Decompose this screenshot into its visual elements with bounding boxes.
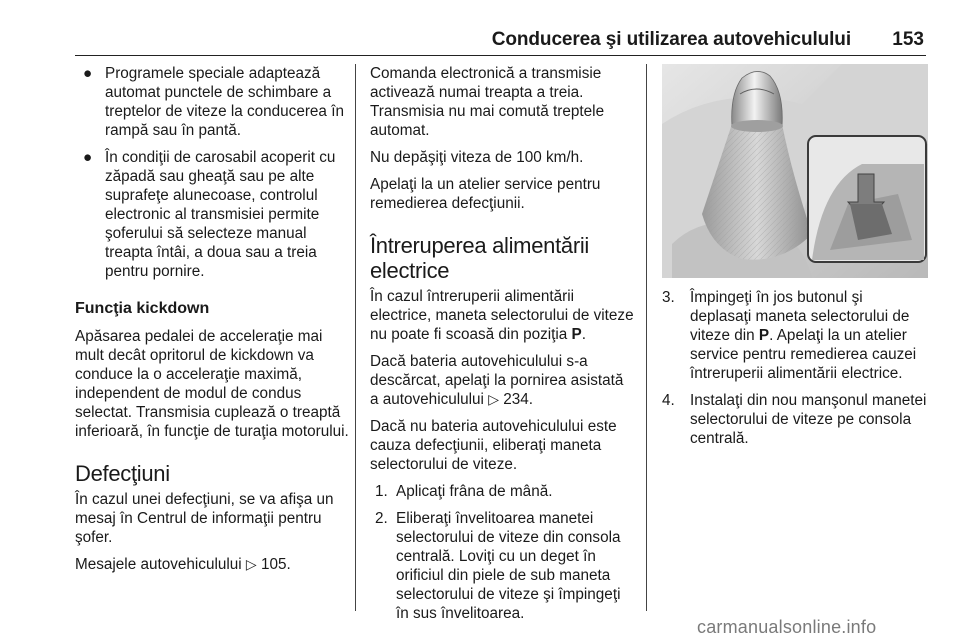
page-number: 153 — [892, 29, 924, 50]
service-paragraph: Apelaţi la un atelier service pentru remedierea defecţiunii. — [370, 176, 601, 212]
list-item — [662, 288, 928, 383]
position-p-label: P — [758, 327, 770, 344]
list-item — [75, 64, 353, 140]
power-paragraph — [370, 287, 636, 344]
step-number: 4. — [662, 392, 675, 409]
list-item — [370, 482, 636, 501]
list-item — [662, 391, 928, 448]
power-text-end: . — [581, 326, 586, 343]
bullet-text: În condiţii de carosabil acoperit cu zăpadă sau gheaţă sau pe alte suprafeţe alunecoase, controlul electronic al transmisiei permite şoferului să selecteze manual treapta întâi, a doua sau a treia pentru pornire. — [105, 149, 336, 280]
column-middle — [370, 64, 636, 631]
battery-page-link[interactable]: 234. — [503, 391, 534, 408]
intro-paragraph: Comanda electronică a transmisie activează numai treapta a treia. Transmisia nu mai comută treptele automat. — [370, 65, 605, 139]
battery-text: Dacă bateria autovehiculului s-a descărcat, apelaţi la pornirea asistată a autovehiculului — [370, 353, 624, 408]
faults-paragraph: În cazul unei defecţiuni, se va afişa un mesaj în Centrul de informaţii pentru şofer. — [75, 491, 334, 546]
column-right — [662, 64, 928, 456]
kickdown-paragraph: Apăsarea pedalei de acceleraţie mai mult decât opritorul de kickdown va conduce la o acceleraţie maximă, independent de modul de condus selectat. Transmisia cuplează o treaptă inferioară, în funcţie de turaţia motorului. — [75, 328, 349, 440]
list-item — [75, 148, 353, 281]
bullet-text: Programele speciale adaptează automat punctele de schimbare a treptelor de viteze la conducerea în rampă sau în pantă. — [105, 65, 344, 139]
step-text: Eliberaţi învelitoarea manetei selectorului de viteze din consola centrală. Loviţi cu un deget în orificiul din piele de sub maneta selectorului de viteze şi împingeţi în sus învelitoarea. — [396, 510, 621, 622]
messages-text: Mesajele autovehiculului — [75, 556, 242, 573]
page-header — [75, 27, 926, 56]
gear-selector-image — [662, 64, 928, 278]
column-divider-left — [355, 64, 356, 611]
messages-paragraph — [75, 555, 353, 574]
gear-selector-illustration — [662, 64, 928, 278]
step-text-end: . Apelaţi la un atelier service pentru remedierea cauzei întreruperii alimentării electrice. — [690, 327, 917, 382]
column-left — [75, 64, 353, 582]
step-text: Împingeţi în jos butonul şi deplasaţi maneta selectorului de viteze din — [690, 289, 910, 344]
page-reference-arrow-icon: ▷ — [488, 391, 499, 407]
bullet-dot-icon: ● — [83, 149, 93, 166]
power-text: În cazul întreruperii alimentării electrice, maneta selectorului de viteze nu poate fi scoasă din poziţia — [370, 288, 634, 343]
step-text: Instalaţi din nou manşonul manetei selectorului de viteze pe consola centrală. — [690, 392, 927, 447]
column-divider-right — [646, 64, 647, 611]
nobattery-paragraph: Dacă nu bateria autovehiculului este cauza defecţiunii, eliberaţi maneta selectorului de viteze. — [370, 418, 617, 473]
page-reference-arrow-icon: ▷ — [245, 556, 257, 572]
bullet-dot-icon: ● — [83, 65, 93, 82]
step-number: 1. — [375, 483, 388, 500]
page-title: Conducerea şi utilizarea autovehiculului — [491, 29, 851, 50]
position-p-label: P — [571, 326, 582, 343]
messages-page-link[interactable]: 105. — [260, 556, 291, 573]
battery-paragraph — [370, 352, 636, 409]
step-number: 3. — [662, 289, 675, 306]
faults-heading: Defecţiuni — [75, 461, 170, 486]
step-text: Aplicaţi frâna de mână. — [396, 483, 553, 500]
list-item — [370, 509, 636, 623]
speed-paragraph: Nu depăşiţi viteza de 100 km/h. — [370, 149, 584, 166]
step-number: 2. — [375, 510, 388, 527]
power-heading: Întreruperea alimentării electrice — [370, 233, 590, 283]
watermark: carmanualsonline.info — [697, 617, 877, 637]
kickdown-heading: Funcţia kickdown — [75, 300, 210, 317]
